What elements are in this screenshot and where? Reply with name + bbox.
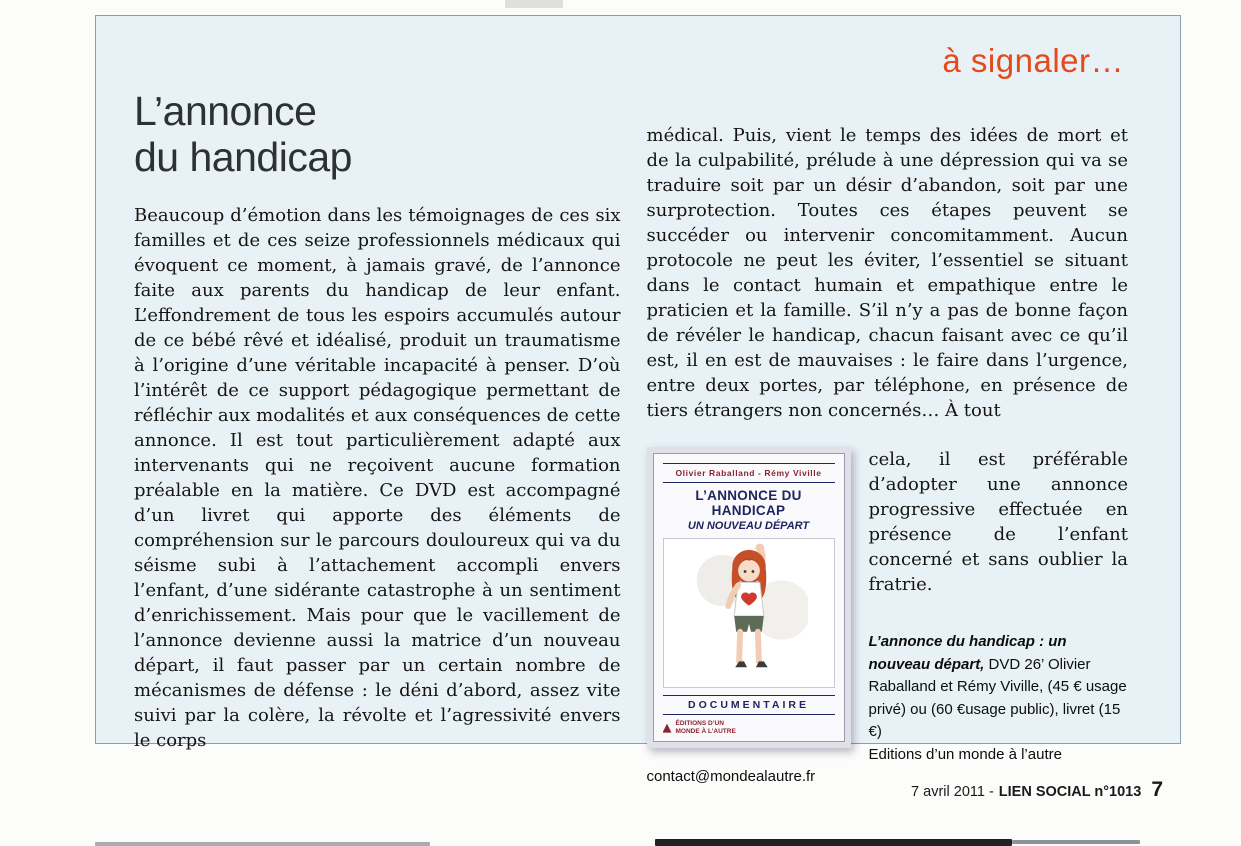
dvd-cover-subtitle: UN NOUVEAU DÉPART <box>687 520 810 532</box>
right-column <box>647 89 1129 789</box>
publisher-logo-icon <box>663 724 672 733</box>
scan-artifact <box>1012 840 1140 844</box>
dvd-cover-genre: DOCUMENTAIRE <box>663 695 835 715</box>
publisher-logo-text: ÉDITIONS D’UN MONDE À L’AUTRE <box>675 720 736 736</box>
article-columns <box>134 89 1128 789</box>
article-panel <box>95 15 1181 785</box>
caption-contact: contact@mondealautre.fr <box>646 768 816 785</box>
dvd-cover-rule <box>663 482 835 483</box>
caption-details: DVD 26’ Olivier Raballand et Rémy Viville, (45 € usage privé) ou (60 €usage public), livret (15 €) <box>868 655 1127 740</box>
article-text-left: Beaucoup d’émotion dans les témoignages de ces six familles et de ces seize professionnels médicaux qui évoquent ce moment, à jamais gravé, de l’annonce faite aux parents du handicap de leur enfant. L’effondrement de tous les espoirs accumulés autour de ce bébé rêvé et idéalisé, produit un traumatisme à l’origine d’une véritable incapacité à penser. D’où l’intérêt de ce support pédagogique permettant de réfléchir aux modalités et aux conséquences de cette annonce. Il est tout particulièrement adapté aux intervenants qui ne reçoivent aucune formation préalable en la matière. Ce DVD est accompagné d’un livret qui apporte des éléments de compréhension sur le parcours douloureux qui va du séisme subi à l’attachement accompli envers l’enfant, d’une sidérante catastrophe à un sentiment d’enrichissement. Mais pour que le vacillement de l’annonce devienne aussi la matrice d’un nouveau départ, il faut passer par un certain nombre de mécanismes de défense : le déni d’abord, assez vite suivi par la colère, la révolte et l’agressivité envers le corps <box>134 204 621 751</box>
page-footer <box>911 778 1163 802</box>
caption-publisher: Editions d’un monde à l’autre <box>868 745 1062 763</box>
footer-date: 7 avril 2011 - <box>911 784 994 800</box>
dvd-cover-publisher <box>663 720 835 736</box>
dvd-cover-rule <box>663 463 835 464</box>
article-title-line1: L’annonce <box>134 88 317 134</box>
dvd-cover-title: L’ANNONCE DU HANDICAP <box>695 488 802 518</box>
footer-journal: LIEN SOCIAL n°1013 <box>998 784 1142 800</box>
dvd-cover-art <box>663 538 835 688</box>
scan-artifact <box>655 839 1012 846</box>
dvd-cover-inner <box>653 453 845 742</box>
section-flag: à signaler… <box>942 42 1124 79</box>
footer-page-number: 7 <box>1151 778 1163 801</box>
scan-artifact <box>95 842 430 846</box>
dvd-cover <box>647 447 851 748</box>
scan-artifact <box>505 0 563 8</box>
media-block <box>647 447 1129 789</box>
caption-title: L’annonce du handicap : un nouveau départ, <box>868 633 1067 673</box>
article-title <box>134 89 621 181</box>
article-text-right: médical. Puis, vient le temps des idées de mort et de la culpabilité, prélude à une dépression qui va se traduire soit par un désir d’abandon, soit par une surprotection. Toutes ces étapes peuvent se succéder ou intervenir concomitamment. Aucun protocole ne peut les éviter, l’essentiel se situant dans le contact humain et empathique entre le praticien et la famille. S’il n’y a pas de bonne façon de révéler le handicap, chacun faisant avec ce qu’il est, il en est de mauvaises : le faire dans l’urgence, entre deux portes, par téléphone, en présence de tiers étrangers non concernés… À tout <box>646 125 1128 421</box>
dvd-cover-illustration <box>690 539 808 687</box>
dvd-cover-authors: Olivier Raballand - Rémy Viville <box>675 468 822 478</box>
article-title-line2: du handicap <box>134 133 352 180</box>
article-text-wrap: cela, il est préférable d’adopter une annonce progressive effectuée en présence de l’enfant concerné et sans oublier la fratrie. <box>868 449 1128 595</box>
left-column <box>134 89 621 789</box>
